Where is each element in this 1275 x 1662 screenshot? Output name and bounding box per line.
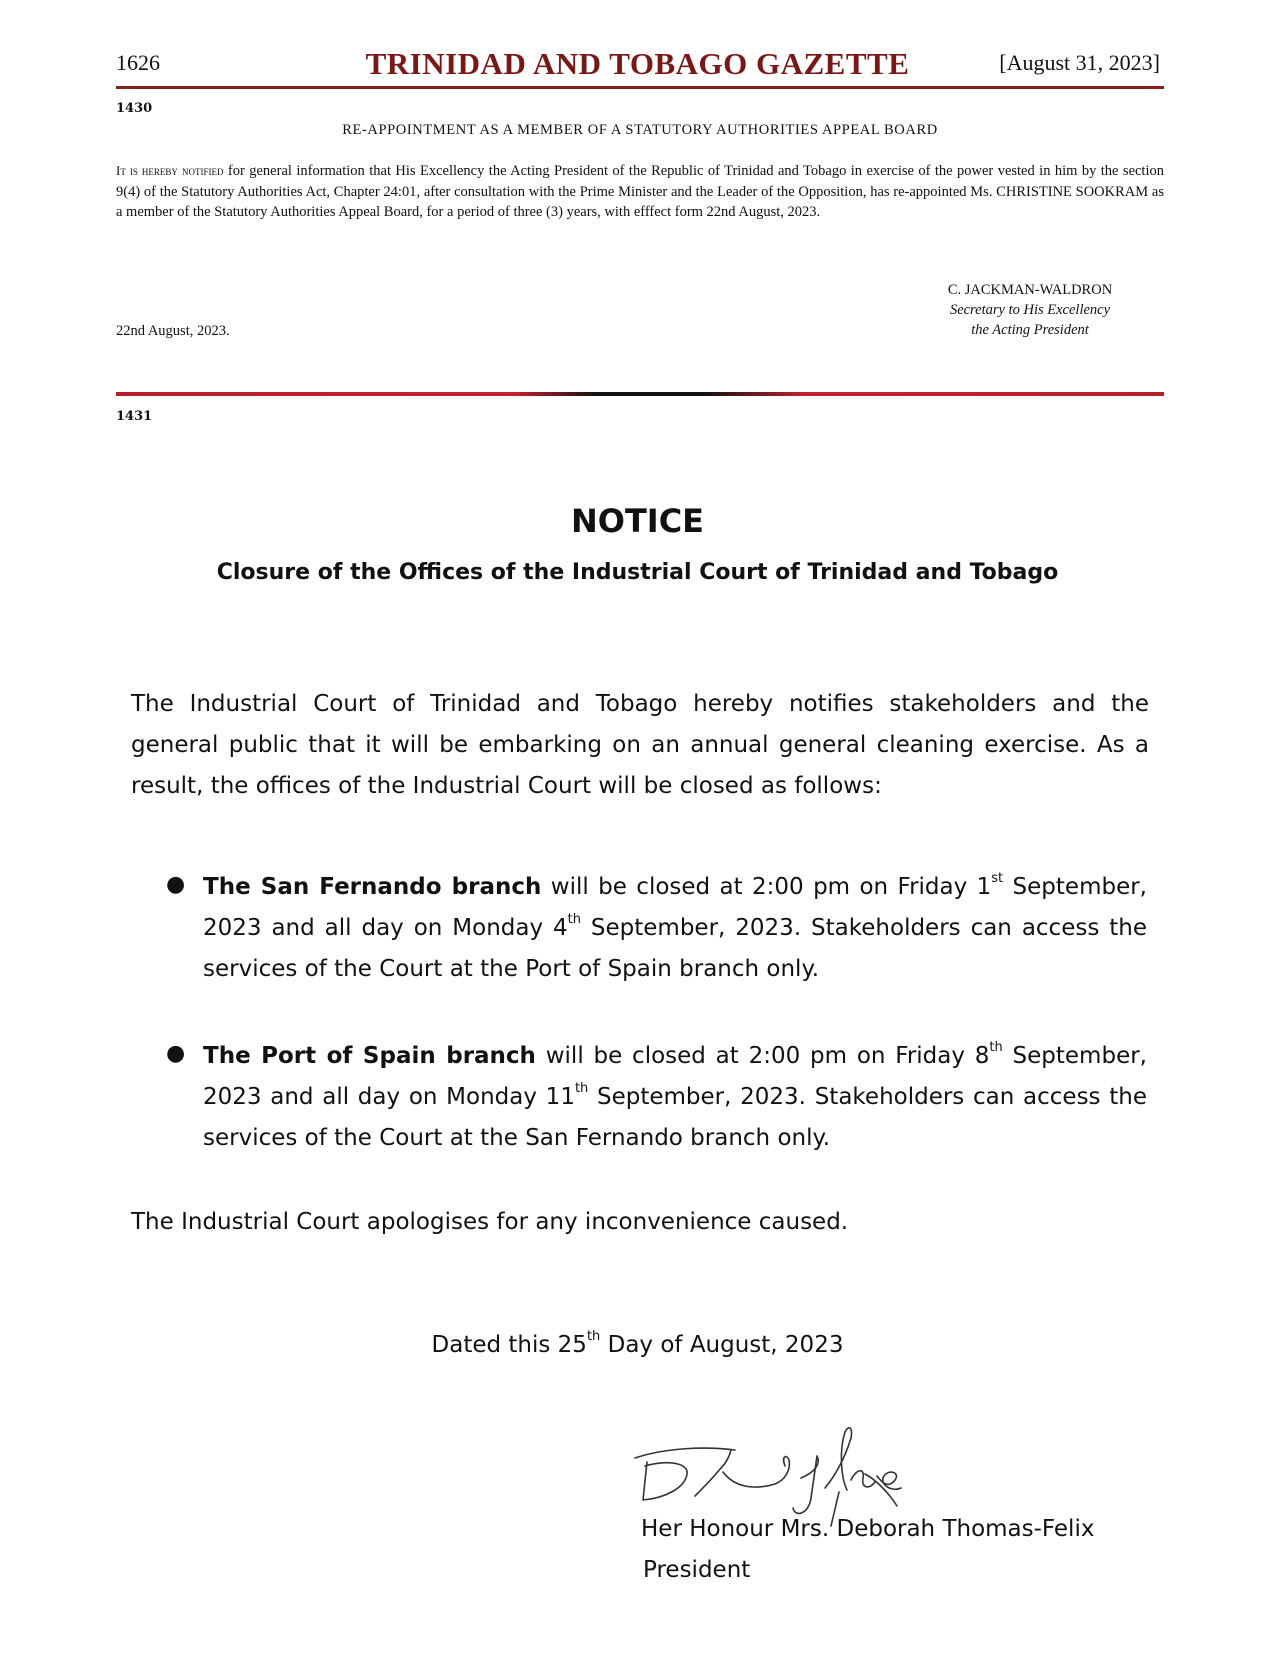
list-item-san-fernando — [203, 867, 1147, 990]
list-item-text: will be closed at 2:00 pm on Friday 8 — [535, 1043, 990, 1069]
signatory-title-line-2: the Acting President — [971, 322, 1089, 338]
notice-number-1431: 1431 — [116, 409, 153, 424]
list-item-text: September, 2023 and all day on Monday 11 — [203, 1043, 1147, 1110]
notice-1430-lead-in: It is hereby notified — [116, 163, 224, 178]
notice-subtitle: Closure of the Offices of the Industrial Court of Trinidad and Tobago — [216, 560, 1059, 585]
ordinal-suffix: th — [574, 1081, 589, 1097]
list-item-text: September, 2023. Stakeholders can access the services of the Court at the San Fernando branch only. — [203, 1084, 1147, 1151]
notice-1430-heading: RE-APPOINTMENT AS A MEMBER OF A STATUTORY AUTHORITIES APPEAL BOARD — [342, 122, 938, 138]
notice-1430-text: for general information that His Excellency the Acting President of the Republic of Trinidad and Tobago in exercise of the power vested in him by the section 9(4) of the Statutory Authorities Act, Chapter 24:01, after consultation with the Prime Minister and the Leader of the Opposition, has re-appointed Ms. CHRISTINE SOOKRAM as a member of the Statutory Authorities Appeal Board, for a period of three (3) years, with efffect form 22nd August, 2023. — [116, 163, 1164, 220]
section-divider — [116, 392, 1164, 396]
list-item-port-of-spain — [203, 1036, 1147, 1159]
dated-line — [0, 1325, 1275, 1366]
apology-text: The Industrial Court apologises for any inconvenience caused. — [131, 1209, 849, 1235]
list-item-text: September, 2023 and all day on Monday 4 — [203, 874, 1147, 941]
gazette-issue-date: [August 31, 2023] — [999, 50, 1160, 75]
signer-title: President — [643, 1557, 751, 1583]
notice-1430-signature-block — [880, 280, 1180, 340]
branch-name: The San Fernando branch — [203, 874, 542, 900]
dated-text: Day of August, 2023 — [600, 1332, 844, 1358]
signatory-title-line-1: Secretary to His Excellency — [949, 302, 1111, 318]
list-item-text: will be closed at 2:00 pm on Friday 1 — [541, 874, 992, 900]
signer-name: Her Honour Mrs. Deborah Thomas-Felix — [641, 1516, 1095, 1542]
dated-text: Dated this 25 — [431, 1332, 587, 1358]
page-number: 1626 — [116, 50, 160, 75]
notice-title: NOTICE — [570, 502, 705, 540]
bullet-icon: ● — [166, 1041, 186, 1066]
ordinal-suffix: th — [989, 1040, 1003, 1056]
bullet-icon: ● — [166, 872, 186, 897]
notice-number-1430: 1430 — [116, 101, 153, 116]
branch-name: The Port of Spain branch — [203, 1043, 536, 1069]
ordinal-suffix: st — [991, 871, 1004, 887]
signatory-name: C. JACKMAN-WALDRON — [947, 282, 1113, 298]
notice-1430-date: 22nd August, 2023. — [116, 323, 230, 339]
notice-intro-paragraph: The Industrial Court of Trinidad and Tobago hereby notifies stakeholders and the general public that it will be embarking on an annual general cleaning exercise. As a result, the offices of the Industrial Court will be closed as follows: — [131, 691, 1149, 799]
ordinal-suffix: th — [586, 1329, 601, 1345]
header-rule — [116, 86, 1164, 89]
gazette-title: TRINIDAD AND TOBAGO GAZETTE — [365, 46, 910, 81]
notice-1430-body — [116, 161, 1164, 223]
list-item-text: September, 2023. Stakeholders can access the services of the Court at the Port of Spain branch only. — [203, 915, 1147, 982]
ordinal-suffix: th — [567, 912, 581, 928]
